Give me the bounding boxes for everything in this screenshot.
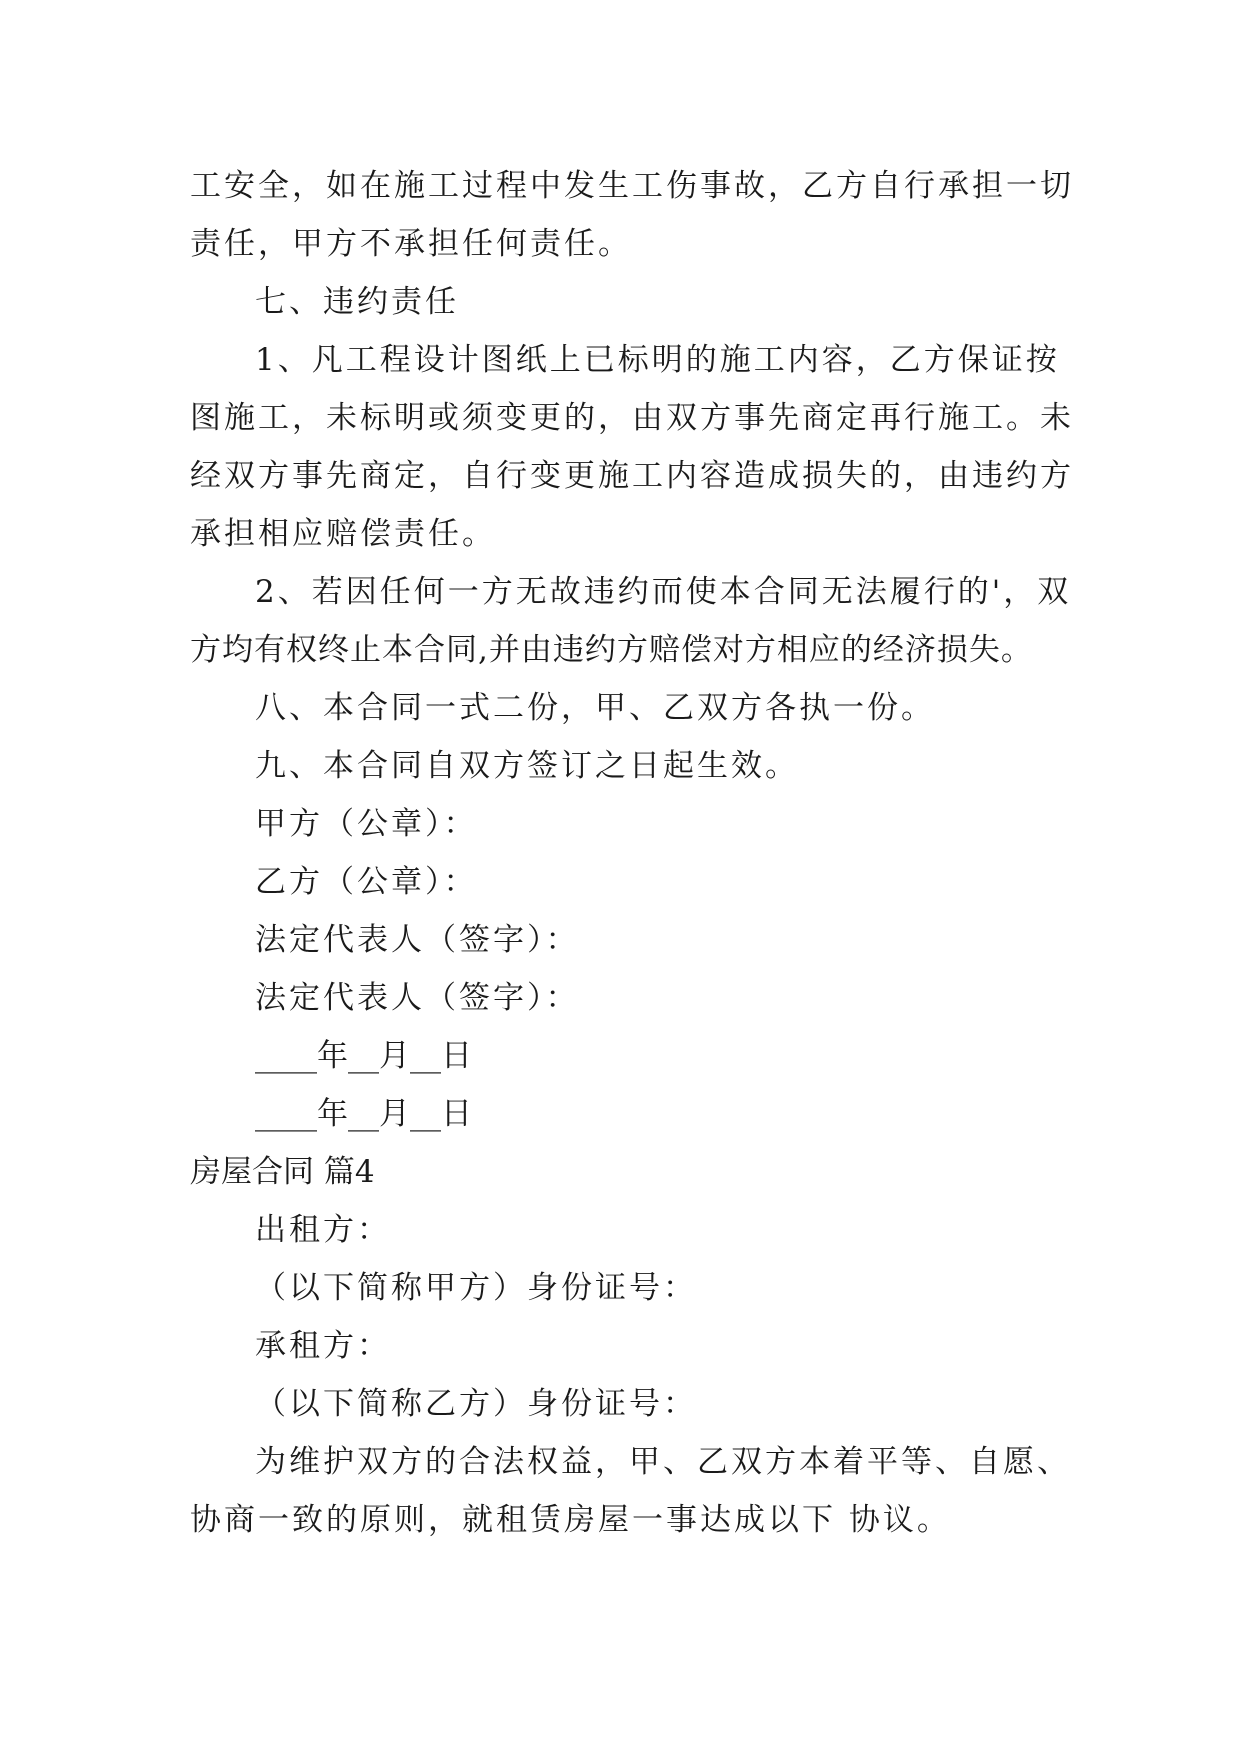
text-line: 责任，甲方不承担任何责任。 bbox=[190, 226, 632, 262]
signature-party-b: 乙方（公章）： bbox=[255, 864, 478, 900]
text-line: 协商一致的原则，就租赁房屋一事达成以下 协议。 bbox=[190, 1502, 951, 1538]
text-line: 2、若因任何一方无故违约而使本合同无法履行的'，双 bbox=[255, 574, 1072, 610]
contract-title: 房屋合同 篇4 bbox=[190, 1154, 375, 1190]
lessee-id-label: （以下简称乙方）身份证号： bbox=[255, 1386, 697, 1422]
date-line-a: ____年__月__日 bbox=[255, 1038, 472, 1074]
signature-party-a: 甲方（公章）： bbox=[255, 806, 478, 842]
legal-rep-signature-a: 法定代表人（签字）： bbox=[255, 922, 580, 958]
lessor-id-label: （以下简称甲方）身份证号： bbox=[255, 1270, 697, 1306]
text-line: 工安全，如在施工过程中发生工伤事故，乙方自行承担一切 bbox=[190, 168, 1074, 204]
document-body bbox=[190, 157, 1090, 1549]
text-line: 承担相应赔偿责任。 bbox=[190, 516, 496, 552]
text-line: 经双方事先商定，自行变更施工内容造成损失的，由违约方 bbox=[190, 458, 1074, 494]
text-line: 为维护双方的合法权益，甲、乙双方本着平等、自愿、 bbox=[255, 1444, 1071, 1480]
section-heading: 七、违约责任 bbox=[255, 284, 459, 320]
legal-rep-signature-b: 法定代表人（签字）： bbox=[255, 980, 580, 1016]
text-line: 八、本合同一式二份，甲、乙双方各执一份。 bbox=[255, 690, 935, 726]
text-line: 图施工，未标明或须变更的，由双方事先商定再行施工。未 bbox=[190, 400, 1074, 436]
date-line-b: ____年__月__日 bbox=[255, 1096, 472, 1132]
text-line: 方均有权终止本合同,并由违约方赔偿对方相应的经济损失。 bbox=[190, 632, 1033, 668]
text-line: 九、本合同自双方签订之日起生效。 bbox=[255, 748, 799, 784]
lessor-label: 出租方： bbox=[255, 1212, 391, 1248]
text-line: 1、凡工程设计图纸上已标明的施工内容，乙方保证按 bbox=[255, 342, 1060, 378]
lessee-label: 承租方： bbox=[255, 1328, 391, 1364]
